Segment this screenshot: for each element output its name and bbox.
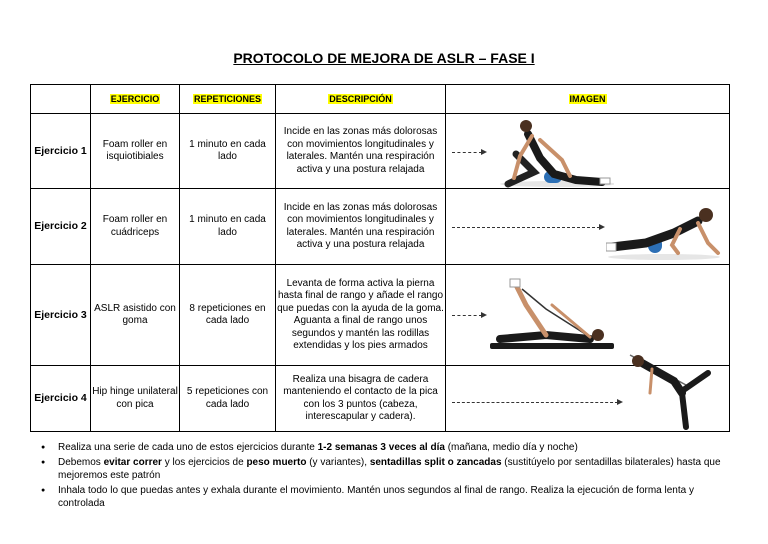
description-cell: Levanta de forma activa la pierna hasta final de rango y añade el rango que puedas con la ayuda de la goma. Aguanta a final de rango unos segundos y mantén las rodillas extendidas y los pies armados (276, 265, 446, 366)
foam-roller-hamstring-photo (496, 116, 614, 188)
exercise-cell: ASLR asistido con goma (91, 265, 180, 366)
note-text: (y variantes), (306, 456, 370, 468)
note-text: (mañana, medio día y noche) (444, 442, 578, 453)
table-row (31, 366, 730, 432)
exercise-cell: Foam roller en cuádriceps (91, 189, 180, 265)
table-row (31, 114, 730, 189)
note-emphasis: 1-2 semanas 3 veces al día (317, 442, 445, 453)
row-label: Ejercicio 1 (31, 114, 91, 189)
single-leg-hip-hinge-photo (624, 349, 716, 431)
document-title: PROTOCOLO DE MEJORA DE ASLR – FASE I (233, 50, 535, 66)
reps-cell: 8 repeticiones en cada lado (180, 265, 276, 366)
note-emphasis: sentadillas split o zancadas (369, 456, 502, 468)
image-cell (446, 189, 730, 265)
protocol-table (30, 84, 730, 432)
note-item (38, 456, 738, 483)
description-cell: Realiza una bisagra de cadera manteniendo el contacto de la pica con los 3 puntos (cabeza, interescapular y cadera). (276, 366, 446, 432)
image-cell (446, 366, 730, 432)
description-cell: Incide en las zonas más dolorosas con movimientos longitudinales y laterales. Mantén una respiración activa y una postura relajada (276, 189, 446, 265)
foam-roller-quadriceps-photo (606, 199, 724, 261)
header-empty (31, 85, 91, 114)
note-emphasis: evitar correr (103, 456, 162, 468)
row-label: Ejercicio 4 (31, 366, 91, 432)
note-item (38, 484, 738, 511)
note-text: Debemos (58, 456, 104, 468)
note-text: (sustitúyelo por sentadillas bilaterales) hasta que mejoremos este patrón (58, 456, 721, 481)
header-image: IMAGEN (446, 85, 730, 114)
row-label: Ejercicio 2 (31, 189, 91, 265)
reps-cell: 5 repeticiones con cada lado (180, 366, 276, 432)
row-label: Ejercicio 3 (31, 265, 91, 366)
description-cell: Incide en las zonas más dolorosas con movimientos longitudinales y laterales. Mantén una respiración activa y una postura relajada (276, 114, 446, 189)
banded-aslr-photo (486, 275, 618, 357)
table-row (31, 189, 730, 265)
note-item (38, 441, 738, 455)
image-cell (446, 114, 730, 189)
header-exercise: EJERCICIO (91, 85, 180, 114)
exercise-cell: Hip hinge unilateral con pica (91, 366, 180, 432)
reps-cell: 1 minuto en cada lado (180, 114, 276, 189)
note-emphasis: peso muerto (246, 456, 307, 468)
reps-cell: 1 minuto en cada lado (180, 189, 276, 265)
note-text: Inhala todo lo que puedas antes y exhala durante el movimiento. Mantén unos segundos al final de rango. Realiza la ejecución de forma lenta y controlada (58, 484, 694, 509)
notes-list (38, 441, 738, 512)
header-reps: REPETICIONES (180, 85, 276, 114)
arrow-icon (452, 315, 482, 316)
arrow-icon (452, 152, 482, 153)
header-row (31, 85, 730, 114)
exercise-cell: Foam roller en isquiotibiales (91, 114, 180, 189)
note-text: y los ejercicios de (161, 456, 247, 468)
arrow-icon (452, 402, 618, 403)
note-text: Realiza una serie de cada uno de estos ejercicios durante (58, 442, 318, 453)
header-description: DESCRIPCIÓN (276, 85, 446, 114)
arrow-icon (452, 227, 600, 228)
